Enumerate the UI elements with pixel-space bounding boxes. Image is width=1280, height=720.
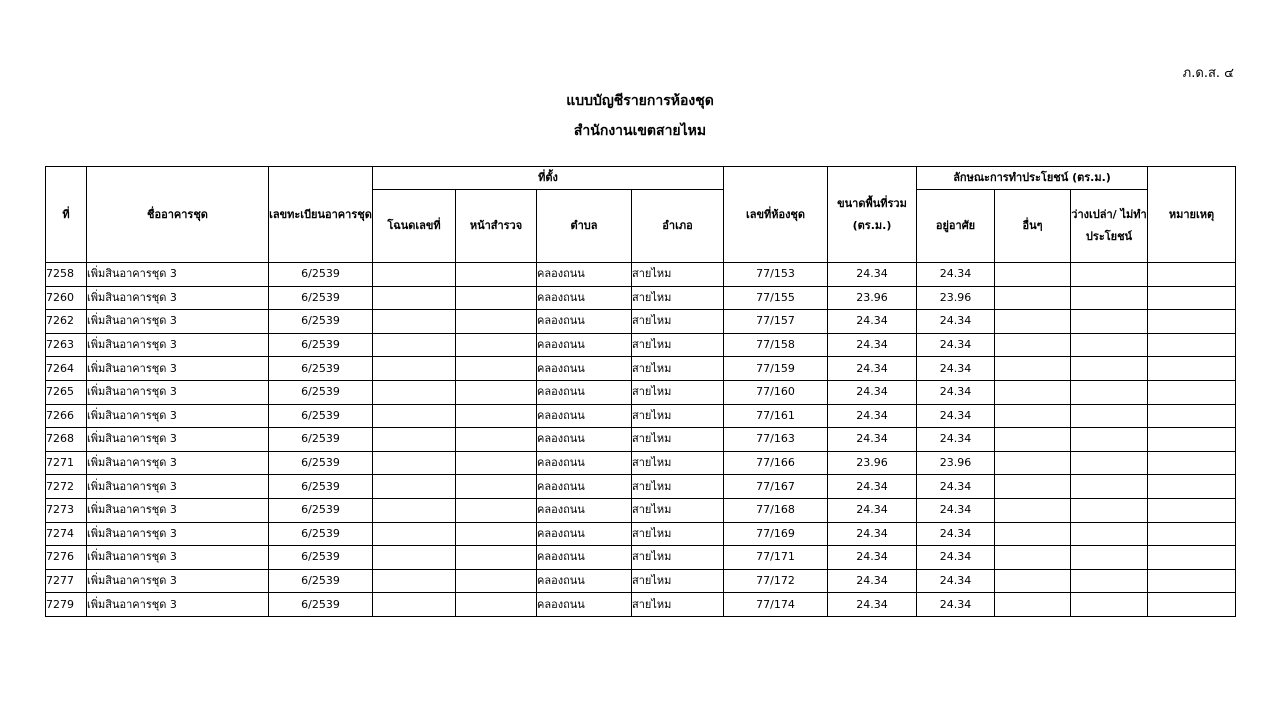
header-building-name: ชื่ออาคารชุด bbox=[87, 167, 269, 263]
cell-other bbox=[995, 546, 1071, 570]
cell-remarks bbox=[1148, 475, 1236, 499]
cell-vacant bbox=[1071, 569, 1148, 593]
cell-district: สายไหม bbox=[632, 475, 724, 499]
cell-residential: 24.34 bbox=[917, 569, 995, 593]
cell-unit-no: 77/168 bbox=[724, 498, 828, 522]
cell-subdistrict: คลองถนน bbox=[537, 475, 632, 499]
header-total-area: ขนาดพื้นที่รวม (ตร.ม.) bbox=[828, 167, 917, 263]
cell-no: 7279 bbox=[46, 593, 87, 617]
header-registration-no: เลขทะเบียนอาคารชุด bbox=[269, 167, 373, 263]
cell-no: 7272 bbox=[46, 475, 87, 499]
cell-unit-no: 77/163 bbox=[724, 428, 828, 452]
cell-survey-page bbox=[456, 428, 537, 452]
cell-residential: 24.34 bbox=[917, 428, 995, 452]
cell-no: 7258 bbox=[46, 263, 87, 287]
cell-unit-no: 77/167 bbox=[724, 475, 828, 499]
cell-unit-no: 77/174 bbox=[724, 593, 828, 617]
cell-building-name: เพิ่มสินอาคารชุด 3 bbox=[87, 569, 269, 593]
cell-subdistrict: คลองถนน bbox=[537, 333, 632, 357]
cell-survey-page bbox=[456, 333, 537, 357]
table-row bbox=[46, 451, 1236, 475]
cell-district: สายไหม bbox=[632, 404, 724, 428]
header-usage-group: ลักษณะการทำประโยชน์ (ตร.ม.) bbox=[917, 167, 1148, 190]
cell-no: 7268 bbox=[46, 428, 87, 452]
cell-district: สายไหม bbox=[632, 522, 724, 546]
header-other: อื่นๆ bbox=[995, 190, 1071, 263]
cell-vacant bbox=[1071, 475, 1148, 499]
cell-unit-no: 77/159 bbox=[724, 357, 828, 381]
cell-unit-no: 77/171 bbox=[724, 546, 828, 570]
cell-subdistrict: คลองถนน bbox=[537, 498, 632, 522]
cell-deed-no bbox=[373, 498, 456, 522]
header-subdistrict: ตำบล bbox=[537, 190, 632, 263]
form-code: ภ.ด.ส. ๔ bbox=[1182, 66, 1234, 81]
cell-vacant bbox=[1071, 286, 1148, 310]
table-row bbox=[46, 569, 1236, 593]
cell-no: 7263 bbox=[46, 333, 87, 357]
cell-deed-no bbox=[373, 475, 456, 499]
cell-district: สายไหม bbox=[632, 286, 724, 310]
cell-no: 7274 bbox=[46, 522, 87, 546]
cell-no: 7264 bbox=[46, 357, 87, 381]
cell-total-area: 24.34 bbox=[828, 593, 917, 617]
cell-residential: 23.96 bbox=[917, 451, 995, 475]
cell-total-area: 24.34 bbox=[828, 380, 917, 404]
cell-unit-no: 77/161 bbox=[724, 404, 828, 428]
cell-other bbox=[995, 451, 1071, 475]
cell-remarks bbox=[1148, 569, 1236, 593]
cell-vacant bbox=[1071, 380, 1148, 404]
table-row bbox=[46, 428, 1236, 452]
cell-other bbox=[995, 380, 1071, 404]
cell-vacant bbox=[1071, 263, 1148, 287]
table-row bbox=[46, 593, 1236, 617]
cell-survey-page bbox=[456, 475, 537, 499]
cell-registration-no: 6/2539 bbox=[269, 569, 373, 593]
cell-no: 7273 bbox=[46, 498, 87, 522]
table-body bbox=[46, 263, 1236, 617]
cell-no: 7276 bbox=[46, 546, 87, 570]
cell-remarks bbox=[1148, 498, 1236, 522]
cell-subdistrict: คลองถนน bbox=[537, 263, 632, 287]
cell-other bbox=[995, 263, 1071, 287]
cell-unit-no: 77/157 bbox=[724, 310, 828, 334]
cell-residential: 24.34 bbox=[917, 522, 995, 546]
cell-subdistrict: คลองถนน bbox=[537, 357, 632, 381]
cell-deed-no bbox=[373, 428, 456, 452]
cell-registration-no: 6/2539 bbox=[269, 498, 373, 522]
cell-residential: 24.34 bbox=[917, 357, 995, 381]
table-row bbox=[46, 263, 1236, 287]
cell-no: 7265 bbox=[46, 380, 87, 404]
cell-residential: 24.34 bbox=[917, 263, 995, 287]
cell-residential: 24.34 bbox=[917, 498, 995, 522]
page-subtitle: สำนักงานเขตสายไหม bbox=[573, 123, 707, 139]
cell-survey-page bbox=[456, 357, 537, 381]
cell-no: 7262 bbox=[46, 310, 87, 334]
cell-survey-page bbox=[456, 593, 537, 617]
cell-district: สายไหม bbox=[632, 546, 724, 570]
cell-district: สายไหม bbox=[632, 333, 724, 357]
cell-district: สายไหม bbox=[632, 593, 724, 617]
cell-deed-no bbox=[373, 546, 456, 570]
cell-deed-no bbox=[373, 357, 456, 381]
cell-unit-no: 77/158 bbox=[724, 333, 828, 357]
cell-other bbox=[995, 498, 1071, 522]
cell-district: สายไหม bbox=[632, 428, 724, 452]
cell-survey-page bbox=[456, 546, 537, 570]
cell-district: สายไหม bbox=[632, 380, 724, 404]
cell-survey-page bbox=[456, 451, 537, 475]
cell-unit-no: 77/155 bbox=[724, 286, 828, 310]
table-row bbox=[46, 522, 1236, 546]
cell-total-area: 24.34 bbox=[828, 428, 917, 452]
cell-deed-no bbox=[373, 404, 456, 428]
cell-registration-no: 6/2539 bbox=[269, 333, 373, 357]
cell-survey-page bbox=[456, 310, 537, 334]
cell-building-name: เพิ่มสินอาคารชุด 3 bbox=[87, 522, 269, 546]
cell-unit-no: 77/160 bbox=[724, 380, 828, 404]
cell-residential: 24.34 bbox=[917, 475, 995, 499]
cell-registration-no: 6/2539 bbox=[269, 286, 373, 310]
cell-building-name: เพิ่มสินอาคารชุด 3 bbox=[87, 498, 269, 522]
cell-total-area: 23.96 bbox=[828, 286, 917, 310]
cell-building-name: เพิ่มสินอาคารชุด 3 bbox=[87, 333, 269, 357]
cell-remarks bbox=[1148, 380, 1236, 404]
table-header bbox=[46, 167, 1236, 263]
cell-remarks bbox=[1148, 263, 1236, 287]
cell-no: 7277 bbox=[46, 569, 87, 593]
cell-remarks bbox=[1148, 286, 1236, 310]
cell-registration-no: 6/2539 bbox=[269, 428, 373, 452]
cell-building-name: เพิ่มสินอาคารชุด 3 bbox=[87, 357, 269, 381]
cell-registration-no: 6/2539 bbox=[269, 310, 373, 334]
cell-subdistrict: คลองถนน bbox=[537, 569, 632, 593]
cell-total-area: 24.34 bbox=[828, 404, 917, 428]
cell-total-area: 24.34 bbox=[828, 546, 917, 570]
cell-remarks bbox=[1148, 404, 1236, 428]
cell-remarks bbox=[1148, 310, 1236, 334]
cell-vacant bbox=[1071, 546, 1148, 570]
cell-subdistrict: คลองถนน bbox=[537, 428, 632, 452]
cell-building-name: เพิ่มสินอาคารชุด 3 bbox=[87, 310, 269, 334]
cell-total-area: 24.34 bbox=[828, 357, 917, 381]
cell-other bbox=[995, 357, 1071, 381]
cell-remarks bbox=[1148, 546, 1236, 570]
cell-other bbox=[995, 475, 1071, 499]
cell-registration-no: 6/2539 bbox=[269, 546, 373, 570]
cell-other bbox=[995, 522, 1071, 546]
cell-deed-no bbox=[373, 569, 456, 593]
cell-registration-no: 6/2539 bbox=[269, 522, 373, 546]
cell-subdistrict: คลองถนน bbox=[537, 451, 632, 475]
header-no: ที่ bbox=[46, 167, 87, 263]
cell-district: สายไหม bbox=[632, 451, 724, 475]
cell-registration-no: 6/2539 bbox=[269, 475, 373, 499]
cell-remarks bbox=[1148, 428, 1236, 452]
cell-survey-page bbox=[456, 380, 537, 404]
table-row bbox=[46, 404, 1236, 428]
cell-other bbox=[995, 428, 1071, 452]
cell-subdistrict: คลองถนน bbox=[537, 522, 632, 546]
cell-vacant bbox=[1071, 310, 1148, 334]
cell-total-area: 24.34 bbox=[828, 498, 917, 522]
cell-building-name: เพิ่มสินอาคารชุด 3 bbox=[87, 428, 269, 452]
cell-building-name: เพิ่มสินอาคารชุด 3 bbox=[87, 286, 269, 310]
cell-survey-page bbox=[456, 263, 537, 287]
cell-total-area: 24.34 bbox=[828, 569, 917, 593]
cell-district: สายไหม bbox=[632, 263, 724, 287]
cell-registration-no: 6/2539 bbox=[269, 404, 373, 428]
cell-remarks bbox=[1148, 522, 1236, 546]
cell-vacant bbox=[1071, 333, 1148, 357]
cell-subdistrict: คลองถนน bbox=[537, 546, 632, 570]
cell-remarks bbox=[1148, 593, 1236, 617]
table-row bbox=[46, 286, 1236, 310]
page-title: แบบบัญชีรายการห้องชุด bbox=[566, 93, 714, 109]
cell-unit-no: 77/166 bbox=[724, 451, 828, 475]
cell-remarks bbox=[1148, 451, 1236, 475]
cell-total-area: 24.34 bbox=[828, 263, 917, 287]
header-vacant: ว่างเปล่า/ ไม่ทำ ประโยชน์ bbox=[1071, 190, 1148, 263]
cell-other bbox=[995, 333, 1071, 357]
header-residential: อยู่อาศัย bbox=[917, 190, 995, 263]
cell-total-area: 24.34 bbox=[828, 333, 917, 357]
header-unit-no: เลขที่ห้องชุด bbox=[724, 167, 828, 263]
cell-vacant bbox=[1071, 522, 1148, 546]
cell-vacant bbox=[1071, 357, 1148, 381]
cell-building-name: เพิ่มสินอาคารชุด 3 bbox=[87, 451, 269, 475]
table-row bbox=[46, 498, 1236, 522]
cell-building-name: เพิ่มสินอาคารชุด 3 bbox=[87, 546, 269, 570]
cell-subdistrict: คลองถนน bbox=[537, 310, 632, 334]
cell-no: 7271 bbox=[46, 451, 87, 475]
header-district: อำเภอ bbox=[632, 190, 724, 263]
table-row bbox=[46, 357, 1236, 381]
table-row bbox=[46, 380, 1236, 404]
cell-other bbox=[995, 569, 1071, 593]
cell-residential: 24.34 bbox=[917, 333, 995, 357]
header-deed-no: โฉนดเลขที่ bbox=[373, 190, 456, 263]
cell-survey-page bbox=[456, 498, 537, 522]
cell-survey-page bbox=[456, 404, 537, 428]
cell-total-area: 23.96 bbox=[828, 451, 917, 475]
table-row bbox=[46, 333, 1236, 357]
cell-total-area: 24.34 bbox=[828, 522, 917, 546]
cell-residential: 24.34 bbox=[917, 546, 995, 570]
cell-deed-no bbox=[373, 380, 456, 404]
table-row bbox=[46, 475, 1236, 499]
cell-other bbox=[995, 404, 1071, 428]
cell-remarks bbox=[1148, 357, 1236, 381]
cell-residential: 24.34 bbox=[917, 380, 995, 404]
cell-vacant bbox=[1071, 593, 1148, 617]
cell-district: สายไหม bbox=[632, 310, 724, 334]
cell-unit-no: 77/172 bbox=[724, 569, 828, 593]
cell-vacant bbox=[1071, 498, 1148, 522]
cell-registration-no: 6/2539 bbox=[269, 263, 373, 287]
cell-subdistrict: คลองถนน bbox=[537, 286, 632, 310]
cell-survey-page bbox=[456, 522, 537, 546]
header-remarks: หมายเหตุ bbox=[1148, 167, 1236, 263]
cell-registration-no: 6/2539 bbox=[269, 451, 373, 475]
cell-registration-no: 6/2539 bbox=[269, 357, 373, 381]
cell-district: สายไหม bbox=[632, 569, 724, 593]
cell-deed-no bbox=[373, 593, 456, 617]
table-row bbox=[46, 546, 1236, 570]
cell-total-area: 24.34 bbox=[828, 310, 917, 334]
cell-subdistrict: คลองถนน bbox=[537, 593, 632, 617]
cell-no: 7260 bbox=[46, 286, 87, 310]
cell-unit-no: 77/169 bbox=[724, 522, 828, 546]
cell-residential: 24.34 bbox=[917, 593, 995, 617]
header-survey-page: หน้าสำรวจ bbox=[456, 190, 537, 263]
cell-deed-no bbox=[373, 263, 456, 287]
cell-building-name: เพิ่มสินอาคารชุด 3 bbox=[87, 263, 269, 287]
condo-register-table bbox=[45, 166, 1236, 617]
cell-registration-no: 6/2539 bbox=[269, 593, 373, 617]
cell-vacant bbox=[1071, 428, 1148, 452]
cell-total-area: 24.34 bbox=[828, 475, 917, 499]
cell-remarks bbox=[1148, 333, 1236, 357]
cell-deed-no bbox=[373, 310, 456, 334]
table-row bbox=[46, 310, 1236, 334]
cell-subdistrict: คลองถนน bbox=[537, 404, 632, 428]
cell-registration-no: 6/2539 bbox=[269, 380, 373, 404]
cell-residential: 23.96 bbox=[917, 286, 995, 310]
cell-deed-no bbox=[373, 333, 456, 357]
cell-residential: 24.34 bbox=[917, 310, 995, 334]
header-location-group: ที่ตั้ง bbox=[373, 167, 724, 190]
cell-other bbox=[995, 310, 1071, 334]
cell-deed-no bbox=[373, 286, 456, 310]
cell-deed-no bbox=[373, 522, 456, 546]
cell-building-name: เพิ่มสินอาคารชุด 3 bbox=[87, 404, 269, 428]
cell-other bbox=[995, 286, 1071, 310]
cell-vacant bbox=[1071, 451, 1148, 475]
cell-survey-page bbox=[456, 569, 537, 593]
cell-vacant bbox=[1071, 404, 1148, 428]
cell-residential: 24.34 bbox=[917, 404, 995, 428]
cell-district: สายไหม bbox=[632, 357, 724, 381]
cell-subdistrict: คลองถนน bbox=[537, 380, 632, 404]
cell-unit-no: 77/153 bbox=[724, 263, 828, 287]
cell-other bbox=[995, 593, 1071, 617]
cell-survey-page bbox=[456, 286, 537, 310]
cell-building-name: เพิ่มสินอาคารชุด 3 bbox=[87, 593, 269, 617]
cell-building-name: เพิ่มสินอาคารชุด 3 bbox=[87, 380, 269, 404]
cell-building-name: เพิ่มสินอาคารชุด 3 bbox=[87, 475, 269, 499]
cell-deed-no bbox=[373, 451, 456, 475]
cell-no: 7266 bbox=[46, 404, 87, 428]
cell-district: สายไหม bbox=[632, 498, 724, 522]
